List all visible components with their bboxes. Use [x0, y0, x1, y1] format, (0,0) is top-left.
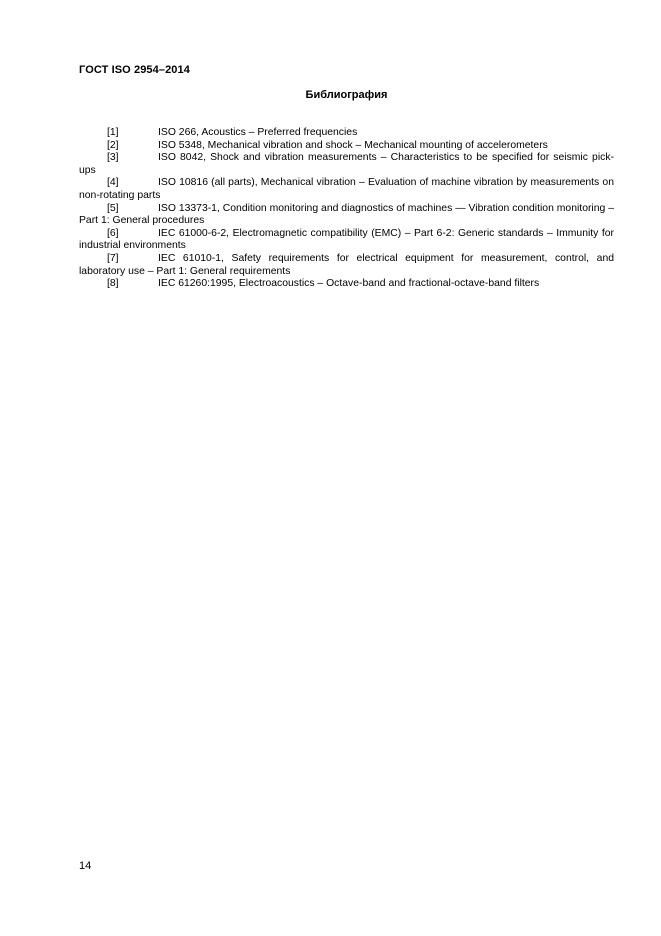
entry-text: IEC 61010-1, Safety requirements for electrical equipment for measurement, control, and laboratory use – Part 1: General requirements: [79, 252, 614, 277]
entry-text: ISO 266, Acoustics – Preferred frequencies: [158, 127, 358, 138]
entry-text: IEC 61260:1995, Electroacoustics – Octave-band and fractional-octave-band filters: [158, 278, 540, 290]
bibliography-entry: [79, 140, 614, 153]
bibliography-entry: [79, 177, 614, 202]
entry-text: ISO 10816 (all parts), Mechanical vibration – Evaluation of machine vibration by measurements on non-rotating parts: [79, 177, 614, 201]
document-code: ГОСТ ISO 2954–2014: [79, 64, 190, 76]
entry-text: ISO 13373-1, Condition monitoring and diagnostics of machines — Vibration condition monitoring – Part 1: General procedures: [79, 202, 614, 227]
entry-text: ISO 8042, Shock and vibration measurements – Characteristics to be specified for seismic pick-ups: [79, 152, 614, 176]
bibliography-entry: [79, 127, 614, 140]
entry-number: [4]: [107, 177, 119, 189]
entry-number: [8]: [107, 278, 119, 290]
entry-number: [6]: [107, 227, 119, 239]
bibliography-title: Библиография: [305, 89, 388, 101]
bibliography-entry: [79, 203, 614, 228]
page-number: 14: [79, 860, 92, 872]
entry-number: [5]: [107, 202, 119, 214]
entry-text: IEC 61000-6-2, Electromagnetic compatibility (EMC) – Part 6-2: Generic standards – Immunity for industrial environments: [79, 227, 614, 252]
entry-number: [1]: [107, 127, 119, 138]
bibliography-entry: [79, 253, 614, 278]
bibliography-entry: [79, 228, 614, 253]
entry-number: [2]: [107, 139, 119, 151]
entry-number: [3]: [107, 152, 119, 164]
entry-number: [7]: [107, 252, 119, 264]
bibliography-entry: [79, 278, 614, 291]
bibliography-entry: [79, 152, 614, 177]
bibliography-list: [79, 127, 614, 291]
entry-text: ISO 5348, Mechanical vibration and shock – Mechanical mounting of accelerometers: [158, 139, 548, 151]
